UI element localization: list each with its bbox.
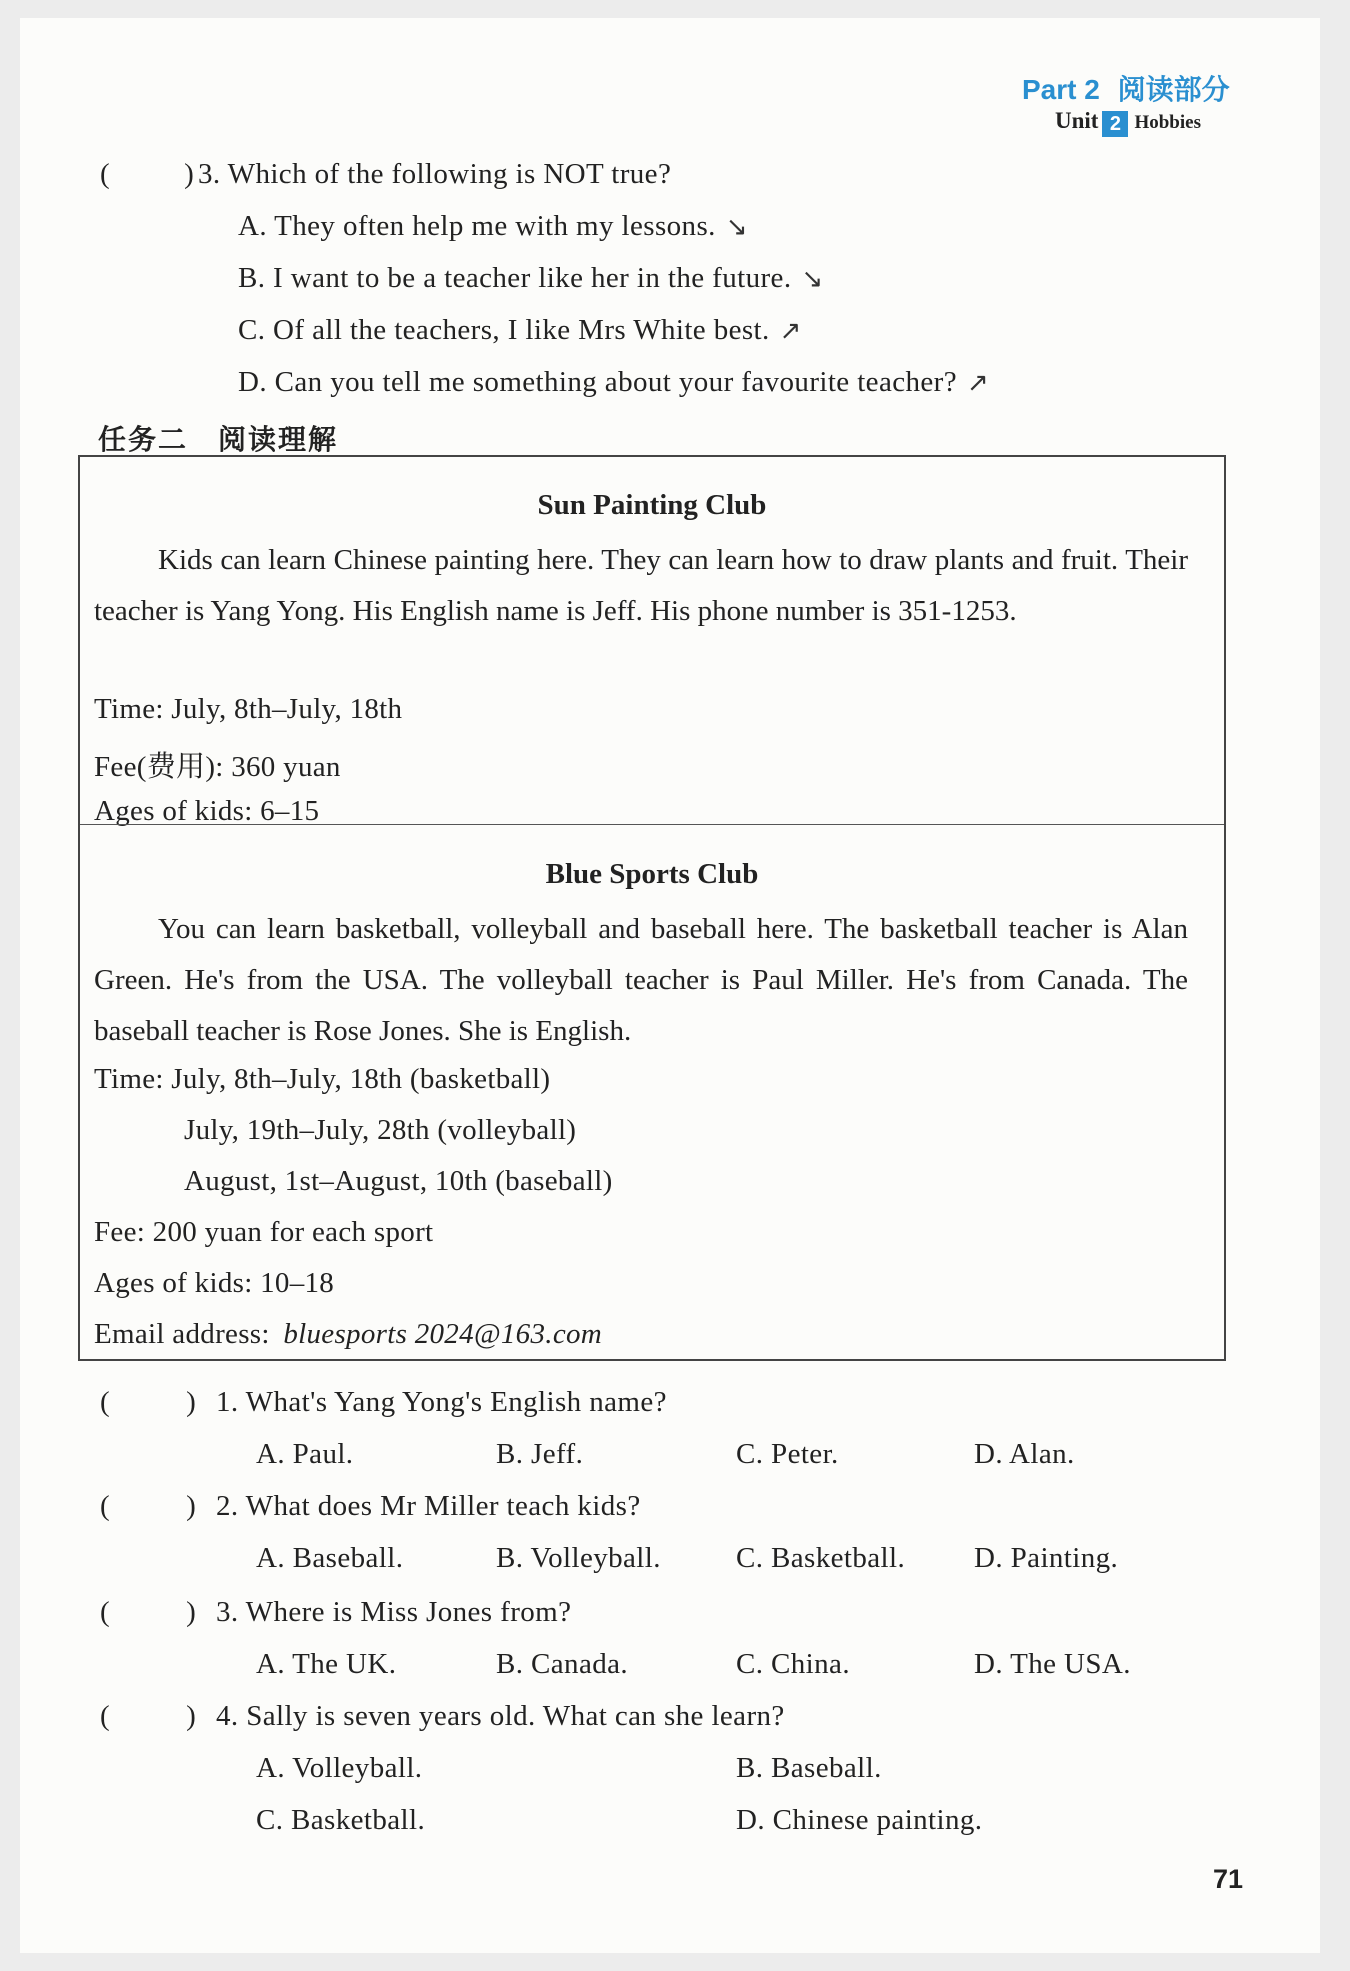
club-divider [80, 824, 1224, 825]
blue-club-fee: Fee: 200 yuan for each sport [94, 1216, 434, 1248]
question-4-option-d[interactable]: D. Chinese painting. [736, 1804, 983, 1836]
question-1-paren[interactable]: ( ) [100, 1386, 197, 1418]
sun-club-fee: Fee(费用): 360 yuan [94, 751, 341, 783]
question-2-option-a[interactable]: A. Baseball. [256, 1542, 404, 1574]
question-2-text: 2. What does Mr Miller teach kids? [216, 1490, 641, 1522]
reading-box [78, 455, 1226, 1361]
sun-club-body: Kids can learn Chinese painting here. They can learn how to draw plants and fruit. Their teacher is Yang Yong. His English name is Jeff. His phone number is 351-1253. [94, 544, 1188, 627]
question-3-paren[interactable]: ( ) [100, 1596, 197, 1628]
email-label: Email address: [94, 1318, 270, 1350]
blue-club-body: You can learn basketball, volleyball and baseball here. The basketball teacher is Alan Green. He's from the USA. The volleyball teacher is Paul Miller. He's from Canada. The baseball teacher is Rose Jones. She is English. [94, 913, 1188, 1047]
question-1-option-b[interactable]: B. Jeff. [496, 1438, 584, 1470]
question-4-option-c[interactable]: C. Basketball. [256, 1804, 426, 1836]
question-4-text: 4. Sally is seven years old. What can she learn? [216, 1700, 785, 1732]
question-3-text: 3. Where is Miss Jones from? [216, 1596, 572, 1628]
question-2-option-b[interactable]: B. Volleyball. [496, 1542, 661, 1574]
question-2-option-d[interactable]: D. Painting. [974, 1542, 1119, 1574]
blue-club-ages: Ages of kids: 10–18 [94, 1267, 335, 1299]
question-1-text: 1. What's Yang Yong's English name? [216, 1386, 667, 1418]
rising-intonation-icon: ↗ [967, 368, 990, 398]
email-address: bluesports 2024@163.com [283, 1318, 603, 1350]
rising-intonation-icon: ↗ [779, 316, 802, 346]
question-4-paren[interactable]: ( ) [100, 1700, 197, 1732]
blue-club-email [94, 1318, 602, 1351]
question-2-paren[interactable]: ( ) [100, 1490, 197, 1522]
question-3-option-c[interactable]: C. China. [736, 1648, 850, 1680]
part-label: Part 2 [1022, 74, 1100, 105]
page-number: 71 [1213, 1864, 1244, 1894]
prev-option-c: C. Of all the teachers, I like Mrs White best. ↗ [238, 314, 802, 346]
question-1-option-a[interactable]: A. Paul. [256, 1438, 354, 1470]
section-label: 阅读部分 [1117, 73, 1230, 106]
blue-club-title: Blue Sports Club [545, 858, 759, 890]
prev-option-d: D. Can you tell me something about your favourite teacher? ↗ [238, 366, 990, 398]
question-3-option-d[interactable]: D. The USA. [974, 1648, 1131, 1680]
unit-title: Hobbies [1134, 112, 1201, 133]
blue-club-time-basketball: Time: July, 8th–July, 18th (basketball) [94, 1063, 551, 1095]
blue-club-time-baseball: August, 1st–August, 10th (baseball) [184, 1165, 613, 1197]
prev-option-a: A. They often help me with my lessons. ↘ [238, 210, 748, 242]
prev-question-text: 3. Which of the following is NOT true? [198, 158, 672, 190]
header-part [1022, 68, 1230, 108]
question-1-option-c[interactable]: C. Peter. [736, 1438, 839, 1470]
question-1-option-d[interactable]: D. Alan. [974, 1438, 1075, 1470]
unit-number-badge: 2 [1102, 111, 1128, 137]
sun-club-time: Time: July, 8th–July, 18th [94, 693, 403, 725]
question-4-option-a[interactable]: A. Volleyball. [256, 1752, 423, 1784]
header-unit [1055, 108, 1201, 137]
falling-intonation-icon: ↘ [725, 212, 748, 242]
unit-label: Unit [1055, 108, 1099, 133]
question-2-option-c[interactable]: C. Basketball. [736, 1542, 906, 1574]
task-title: 任务二 阅读理解 [98, 423, 339, 456]
prev-option-b: B. I want to be a teacher like her in the future. ↘ [238, 262, 824, 294]
question-3-option-a[interactable]: A. The UK. [256, 1648, 397, 1680]
sun-club-ages: Ages of kids: 6–15 [94, 795, 320, 827]
prev-question-paren: ( ) [100, 158, 195, 190]
sun-club-title: Sun Painting Club [537, 489, 767, 521]
blue-club-time-volleyball: July, 19th–July, 28th (volleyball) [184, 1114, 577, 1146]
falling-intonation-icon: ↘ [801, 264, 824, 294]
question-3-option-b[interactable]: B. Canada. [496, 1648, 629, 1680]
question-4-option-b[interactable]: B. Baseball. [736, 1752, 882, 1784]
